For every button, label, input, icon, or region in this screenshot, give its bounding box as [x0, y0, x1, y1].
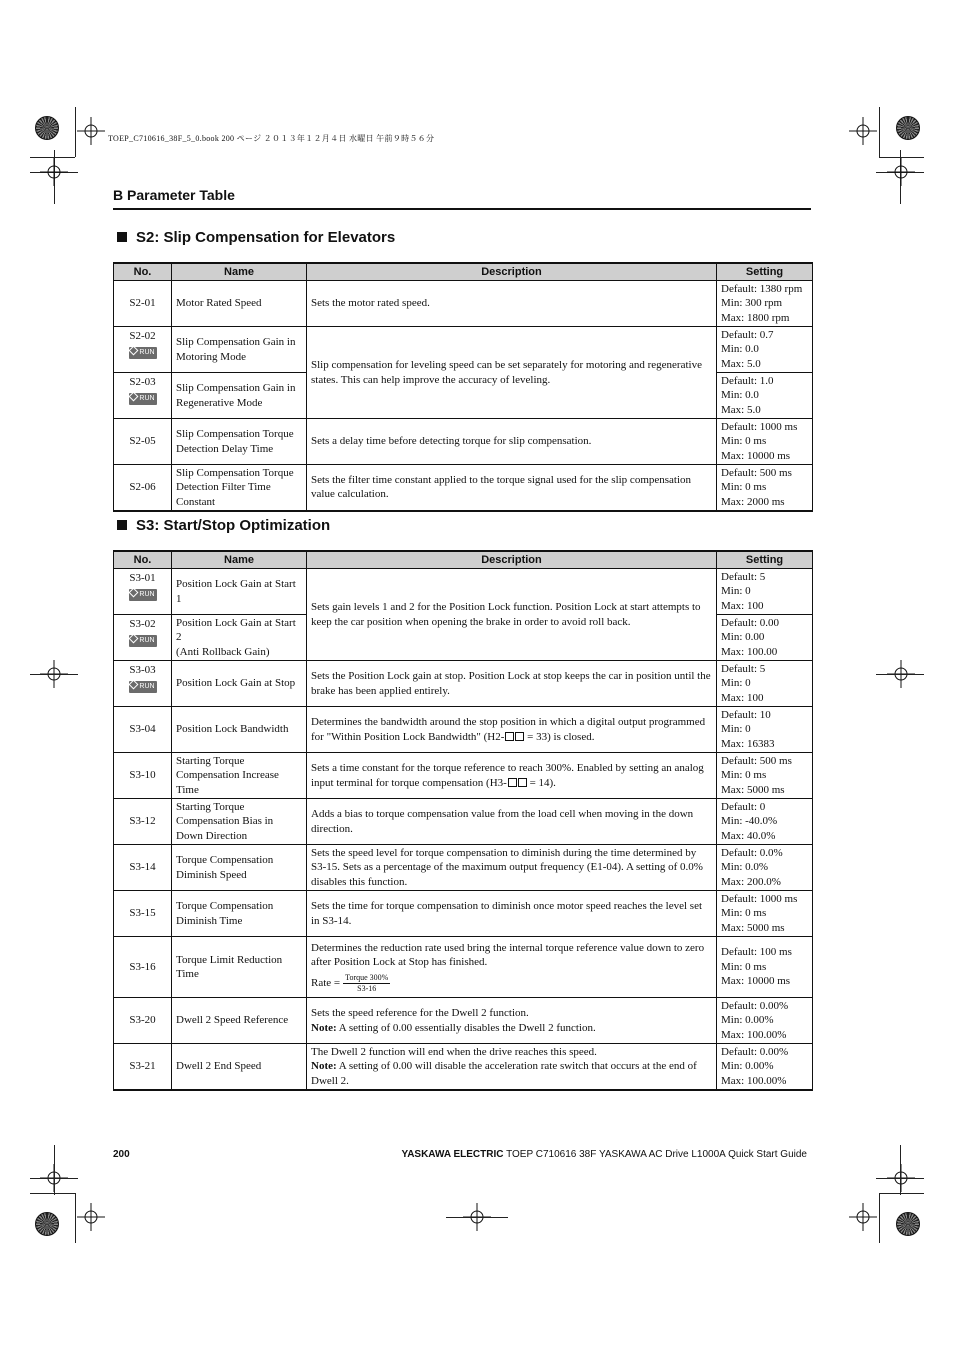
param-no: S3-10 [114, 753, 172, 799]
square-bullet-icon [117, 520, 127, 530]
param-setting: Default: 0.7 Min: 0.0 Max: 5.0 [717, 327, 813, 373]
col-header-description: Description [307, 551, 717, 569]
col-header-no: No. [114, 263, 172, 281]
registration-target-icon [40, 158, 68, 186]
registration-target-icon [887, 158, 915, 186]
param-no: S3-15 [114, 891, 172, 937]
placeholder-box-icon [508, 778, 517, 787]
table-s2-title-text: S2: Slip Compensation for Elevators [136, 229, 396, 246]
param-name: Slip Compensation Gain in Motoring Mode [172, 327, 307, 373]
registration-disc-icon [896, 1212, 920, 1236]
run-badge-icon: RUN [129, 393, 157, 405]
table-header-row [114, 263, 813, 281]
registration-target-icon [849, 117, 877, 145]
param-no: S3-03 RUN [114, 661, 172, 707]
param-description: Slip compensation for leveling speed can be set separately for motoring and regenerative states. This can help improve the accuracy of leveling. [307, 327, 717, 419]
table-row [114, 845, 813, 891]
param-name: Slip Compensation Gain in Regenerative Mode [172, 373, 307, 419]
param-setting: Default: 0.00 Min: 0.00 Max: 100.00 [717, 615, 813, 661]
param-description: Adds a bias to torque compensation value from the load cell when moving in the down direction. [307, 799, 717, 845]
param-name: Motor Rated Speed [172, 281, 307, 327]
registration-target-icon [77, 1203, 105, 1231]
table-row [114, 661, 813, 707]
param-no: S2-06 [114, 465, 172, 511]
col-header-name: Name [172, 551, 307, 569]
placeholder-box-icon [518, 778, 527, 787]
param-setting: Default: 0.0% Min: 0.0% Max: 200.0% [717, 845, 813, 891]
registration-target-icon [849, 1203, 877, 1231]
param-setting: Default: 100 ms Min: 0 ms Max: 10000 ms [717, 937, 813, 998]
registration-disc-icon [35, 116, 59, 140]
param-no: S3-04 [114, 707, 172, 753]
param-no: S2-01 [114, 281, 172, 327]
param-no: S3-02 RUN [114, 615, 172, 661]
placeholder-box-icon [505, 732, 514, 741]
param-no: S2-02 RUN [114, 327, 172, 373]
param-description: Sets the motor rated speed. [307, 281, 717, 327]
footer-doc-title: YASKAWA ELECTRIC TOEP C710616 38F YASKAWA AC Drive L1000A Quick Start Guide [401, 1149, 807, 1160]
param-no: S2-03 RUN [114, 373, 172, 419]
col-header-setting: Setting [717, 551, 813, 569]
table-row [114, 707, 813, 753]
param-setting: Default: 500 ms Min: 0 ms Max: 5000 ms [717, 753, 813, 799]
param-description: Sets the time for torque compensation to diminish once motor speed reaches the level set in S3-14. [307, 891, 717, 937]
param-name: Torque Compensation Diminish Speed [172, 845, 307, 891]
param-no: S3-21 [114, 1044, 172, 1090]
param-name: Slip Compensation Torque Detection Filter Time Constant [172, 465, 307, 511]
table-row [114, 419, 813, 465]
section-rule [113, 208, 811, 210]
table-s3-title [117, 517, 330, 534]
section-title: B Parameter Table [113, 187, 235, 203]
table-row [114, 799, 813, 845]
param-setting: Default: 5 Min: 0 Max: 100 [717, 569, 813, 615]
table-s2-title [117, 229, 395, 246]
table-s2 [113, 262, 813, 512]
param-no: S3-01 RUN [114, 569, 172, 615]
table-row [114, 569, 813, 615]
col-header-no: No. [114, 551, 172, 569]
param-setting: Default: 0 Min: -40.0% Max: 40.0% [717, 799, 813, 845]
param-description: Sets the speed reference for the Dwell 2 function. Note: A setting of 0.00 essentially disables the Dwell 2 function. [307, 998, 717, 1044]
param-description: Determines the reduction rate used bring the internal torque reference value down to zero after Position Lock at Stop has finished. Rate = $\frac{\text{Torque 300\%}}{S3-16}$ [307, 937, 717, 998]
table-s3 [113, 550, 813, 1091]
param-no: S3-14 [114, 845, 172, 891]
param-setting: Default: 0.00% Min: 0.00% Max: 100.00% [717, 998, 813, 1044]
param-name: Dwell 2 Speed Reference [172, 998, 307, 1044]
table-header-row [114, 551, 813, 569]
param-description: The Dwell 2 function will end when the drive reaches this speed. Note: A setting of 0.00 will disable the acceleration rate switch that occurs at the end of Dwell 2. [307, 1044, 717, 1090]
run-badge-icon: RUN [129, 589, 157, 601]
table-row [114, 465, 813, 511]
run-badge-icon: RUN [129, 635, 157, 647]
square-bullet-icon [117, 232, 127, 242]
page-number: 200 [113, 1149, 130, 1160]
registration-target-icon [77, 117, 105, 145]
table-row [114, 753, 813, 799]
param-setting: Default: 0.00% Min: 0.00% Max: 100.00% [717, 1044, 813, 1090]
param-no: S3-16 [114, 937, 172, 998]
param-description: Sets the speed level for torque compensation to diminish during the time determined by S3-15. Sets as a percentage of the maximum output frequency (E1-04). A setting of 0.0% disables this function. [307, 845, 717, 891]
table-row [114, 327, 813, 373]
col-header-setting: Setting [717, 263, 813, 281]
param-no: S2-05 [114, 419, 172, 465]
param-name: Torque Limit Reduction Time [172, 937, 307, 998]
param-description: Determines the bandwidth around the stop position in which a digital output programmed for "Within Position Lock Bandwidth" (H2- = 33) is closed. [307, 707, 717, 753]
param-setting: Default: 1.0 Min: 0.0 Max: 5.0 [717, 373, 813, 419]
registration-disc-icon [35, 1212, 59, 1236]
param-description: Sets the filter time constant applied to the torque signal used for the slip compensation value calculation. [307, 465, 717, 511]
col-header-name: Name [172, 263, 307, 281]
param-description: Sets gain levels 1 and 2 for the Position Lock function. Position Lock at start attempts to keep the car position when opening the brake in order to avoid roll back. [307, 569, 717, 661]
param-no: S3-12 [114, 799, 172, 845]
param-description: Sets a delay time before detecting torque for slip compensation. [307, 419, 717, 465]
registration-disc-icon [896, 116, 920, 140]
param-description: Sets a time constant for the torque reference to reach 300%. Enabled by setting an analog input terminal for torque compensation (H3- = 14). [307, 753, 717, 799]
print-header: TOEP_C710616_38F_5_0.book 200 ページ ２０１３年１２月４日 水曜日 午前９時５６分 [108, 134, 435, 143]
run-badge-icon: RUN [129, 347, 157, 359]
param-setting: Default: 1000 ms Min: 0 ms Max: 5000 ms [717, 891, 813, 937]
param-name: Position Lock Gain at Stop [172, 661, 307, 707]
param-name: Starting Torque Compensation Increase Time [172, 753, 307, 799]
table-row [114, 937, 813, 998]
param-name: Slip Compensation Torque Detection Delay Time [172, 419, 307, 465]
run-badge-icon: RUN [129, 681, 157, 693]
param-setting: Default: 1380 rpm Min: 300 rpm Max: 1800 rpm [717, 281, 813, 327]
param-name: Position Lock Gain at Start 2 (Anti Rollback Gain) [172, 615, 307, 661]
param-setting: Default: 10 Min: 0 Max: 16383 [717, 707, 813, 753]
table-s3-title-text: S3: Start/Stop Optimization [136, 517, 331, 534]
param-name: Position Lock Gain at Start 1 [172, 569, 307, 615]
param-name: Starting Torque Compensation Bias in Down Direction [172, 799, 307, 845]
table-row [114, 998, 813, 1044]
param-setting: Default: 500 ms Min: 0 ms Max: 2000 ms [717, 465, 813, 511]
formula: Rate = $\frac{\text{Torque 300\%}}{S3-16}$ [311, 972, 389, 993]
col-header-description: Description [307, 263, 717, 281]
param-description: Sets the Position Lock gain at stop. Position Lock at stop keeps the car in position until the brake has been applied entirely. [307, 661, 717, 707]
param-name: Dwell 2 End Speed [172, 1044, 307, 1090]
param-setting: Default: 5 Min: 0 Max: 100 [717, 661, 813, 707]
param-name: Position Lock Bandwidth [172, 707, 307, 753]
param-name: Torque Compensation Diminish Time [172, 891, 307, 937]
table-row [114, 1044, 813, 1090]
table-row [114, 281, 813, 327]
param-no: S3-20 [114, 998, 172, 1044]
table-row [114, 891, 813, 937]
param-setting: Default: 1000 ms Min: 0 ms Max: 10000 ms [717, 419, 813, 465]
